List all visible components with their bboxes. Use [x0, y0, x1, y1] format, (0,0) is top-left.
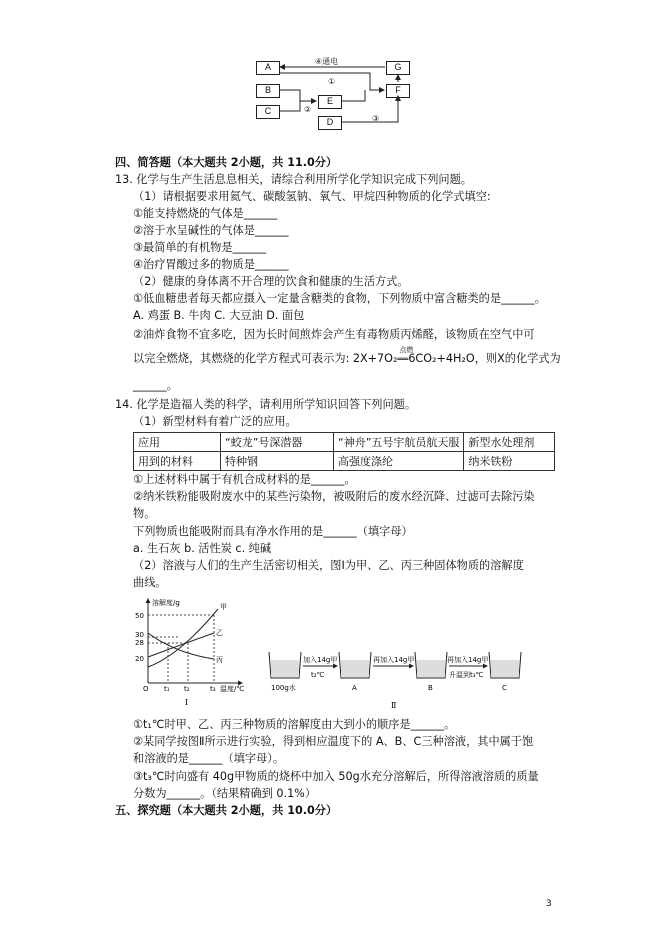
q14-m1: ①t₁℃时甲、乙、丙三种物质的溶解度由大到小的顺序是______。: [133, 718, 456, 731]
table-row: [134, 433, 555, 452]
section-5-title: 五、探究题（本大题共 2小题，共 10.0分）: [115, 804, 338, 817]
q13-item3: ③最简单的有机物是______: [133, 241, 267, 254]
equation-arrow: 点燃 ══: [397, 353, 408, 368]
q14-k2-line1: ②纳米铁粉能吸附废水中的某些污染物，被吸附后的废水经沉降、过滤可去除污染: [133, 490, 535, 503]
q13-j1: ①低血糖患者每天都应摄入一定量含糖类的食物，下列物质中富含糖类的是______。: [133, 292, 546, 305]
beaker-c-label: C: [502, 684, 507, 692]
q14-part2-line2: 曲线。: [133, 576, 167, 589]
label-electrolysis: ④通电: [315, 57, 339, 66]
equation-lhs: 以完全燃烧，其燃烧的化学方程式可表示为: 2X+7O₂: [133, 352, 398, 365]
solubility-graph: [130, 595, 250, 710]
section-4-title: 四、简答题（本大题共 2小题，共 11.0分）: [115, 156, 338, 169]
table-cell: “神舟”五号宇航员航天服: [334, 433, 464, 452]
arrow-2-label: 再加入14g甲: [373, 656, 415, 664]
flow-box-e: E: [318, 95, 342, 109]
table-cell: 应用: [134, 433, 221, 452]
beaker-b: [415, 652, 447, 678]
y-tick: 30: [135, 631, 144, 639]
q14-m2-line2: 和溶液的是______（填字母）。: [133, 752, 285, 765]
q14-k2-line2: 物。: [133, 507, 156, 520]
arrow-1-label: 加入14g甲: [303, 656, 338, 664]
x-tick: t₂: [184, 685, 190, 693]
q14-m2-line1: ②某同学按图Ⅱ所示进行实验，得到相应温度下的 A、B、C三种溶液，其中属于饱: [133, 735, 534, 748]
beaker-water: [269, 652, 301, 678]
table-row: [134, 452, 555, 471]
arrow-3-temp: 升温到t₃℃: [449, 671, 484, 679]
q13-part2: （2）健康的身体离不开合理的饮食和健康的生活方式。: [133, 275, 409, 288]
beaker-b-label: B: [428, 684, 433, 692]
reaction-condition: 点燃: [399, 346, 414, 354]
q14-k1: ①上述材料中属于有机合成材料的是______。: [133, 473, 356, 486]
q13-item2: ②溶于水呈碱性的气体是______: [133, 224, 289, 237]
x-tick: t₁: [164, 685, 170, 693]
table-cell: 纳米铁粉: [464, 452, 555, 471]
equation-rhs: 6CO₂+4H₂O，则X的化学式为: [408, 352, 561, 365]
q14-k3: 下列物质也能吸附而具有净水作用的是______（填字母）: [133, 525, 413, 538]
y-axis-label: 溶解度/g: [152, 599, 180, 607]
q14-m3-line1: ③t₃℃时向盛有 40g甲物质的烧杯中加入 50g水充分溶解后，所得溶液溶质的质量: [133, 770, 539, 783]
q13-item1: ①能支持燃烧的气体是______: [133, 207, 278, 220]
table-cell: 新型水处理剂: [464, 433, 555, 452]
table-cell: 高强度涤纶: [334, 452, 464, 471]
label-step-2: ②: [304, 105, 312, 114]
q13-j2-line2: [133, 346, 561, 368]
beaker-water-label: 100g水: [271, 684, 296, 692]
x-tick: t₃: [210, 685, 216, 693]
arrow-3-label: 再加入14g甲: [447, 656, 489, 664]
q13-j2-line3: ______。: [133, 379, 178, 392]
table-cell: “蛟龙”号深潜器: [221, 433, 334, 452]
flow-box-d: D: [318, 116, 342, 130]
arrow-1-temp: t₂℃: [311, 671, 325, 679]
page-number: 3: [546, 899, 552, 909]
q14-m3-line2: 分数为______。（结果精确到 0.1%）: [133, 787, 317, 800]
x-tick: O: [143, 685, 149, 693]
y-tick: 50: [135, 612, 144, 620]
curve-label-jia: 甲: [220, 603, 227, 611]
table-cell: 用到的材料: [134, 452, 221, 471]
q13-stem: 13. 化学与生产生活息息相关，请综合利用所学化学知识完成下列问题。: [115, 173, 472, 186]
q13-j1-options: A. 鸡蛋 B. 牛肉 C. 大豆油 D. 面包: [133, 309, 305, 322]
beaker-a: [339, 652, 371, 678]
figure-1-label: Ⅰ: [185, 698, 189, 707]
beaker-c: [489, 652, 521, 678]
y-tick: 20: [135, 655, 144, 663]
q13-j2-line1: ②油炸食物不宜多吃，因为长时间煎炸会产生有毒物质丙烯醛，该物质在空气中可: [133, 328, 535, 341]
label-step-3: ③: [372, 114, 380, 123]
q13-item4: ④治疗胃酸过多的物质是______: [133, 258, 289, 271]
experiment-diagram: [265, 648, 540, 713]
q14-part2-line1: （2）溶液与人们的生产生活密切相关，图Ⅰ为甲、乙、丙三种固体物质的溶解度: [133, 559, 524, 572]
curve-label-yi: 乙: [216, 629, 223, 637]
figure-2-label: Ⅱ: [391, 701, 397, 710]
q14-k3-options: a. 生石灰 b. 活性炭 c. 纯碱: [133, 542, 272, 555]
q14-part1: （1）新型材料有着广泛的应用。: [133, 415, 297, 428]
flow-box-f: F: [386, 84, 410, 98]
y-tick: 28: [135, 639, 144, 647]
flow-box-b: B: [256, 84, 280, 98]
flow-box-a: A: [256, 61, 280, 75]
q13-part1: （1）请根据要求用氦气、碳酸氢钠、氧气、甲烷四种物质的化学式填空:: [133, 190, 491, 203]
q14-stem: 14. 化学是造福人类的科学，请利用所学知识回答下列问题。: [115, 398, 417, 411]
x-axis-label: 温度/℃: [220, 685, 245, 693]
curve-label-bing: 丙: [216, 656, 223, 664]
label-step-1: ①: [328, 77, 336, 86]
flow-box-g: G: [386, 61, 410, 75]
flow-box-c: C: [256, 105, 280, 119]
materials-table: [133, 432, 555, 471]
table-cell: 特种钢: [221, 452, 334, 471]
beaker-a-label: A: [352, 684, 357, 692]
